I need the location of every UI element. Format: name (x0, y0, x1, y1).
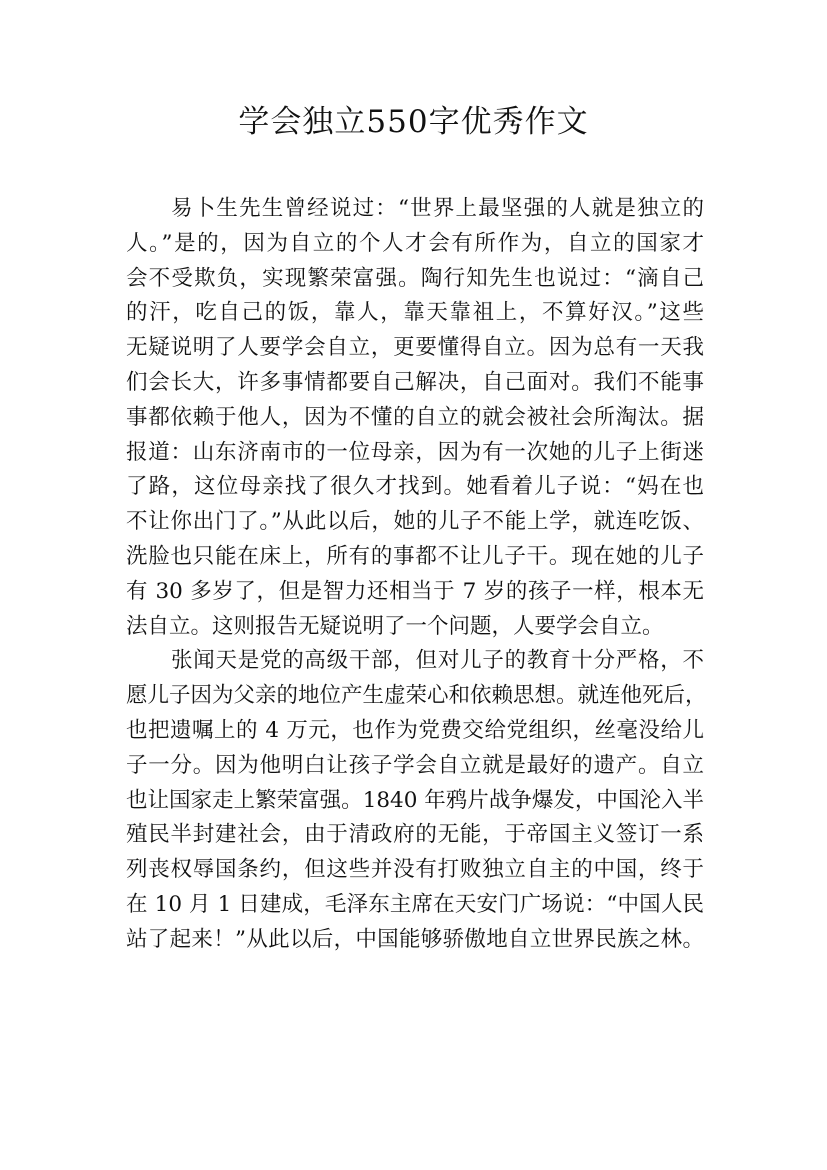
paragraph-line: 们会长大，许多事情都要自己解决，自己面对。我们不能事 (126, 369, 704, 395)
essay-body (126, 192, 707, 958)
paragraph-line: 愿儿子因为父亲的地位产生虚荣心和依赖思想。就连他死后， (126, 683, 707, 709)
paragraph-line: 不让你出门了。”从此以后，她的儿子不能上学，就连吃饭、 (126, 509, 704, 535)
paragraph-line: 有 30 多岁了，但是智力还相当于 7 岁的孩子一样，根本无 (126, 578, 704, 604)
paragraph-line: 的汗，吃自己的饭，靠人，靠天靠祖上，不算好汉。”这些 (126, 300, 704, 326)
paragraph-line: 子一分。因为他明白让孩子学会自立就是最好的遗产。自立 (126, 752, 704, 778)
document-title: 学会独立550字优秀作文 (238, 104, 589, 140)
paragraph-line: 站了起来！”从此以后，中国能够骄傲地自立世界民族之林。 (126, 926, 704, 952)
paragraph-line: 法自立。这则报告无疑说明了一个问题，人要学会自立。 (126, 613, 664, 639)
paragraph-line: 易卜生先生曾经说过：“世界上最坚强的人就是独立的 (171, 196, 704, 221)
paragraph-line: 无疑说明了人要学会自立，更要懂得自立。因为总有一天我 (126, 335, 704, 361)
paragraph-line: 在 10 月 1 日建成，毛泽东主席在天安门广场说：“中国人民 (126, 891, 704, 917)
paragraph-line: 报道：山东济南市的一位母亲，因为有一次她的儿子上街迷 (126, 439, 704, 465)
paragraph-line: 列丧权辱国条约，但这些并没有打败独立自主的中国，终于 (126, 857, 704, 883)
paragraph-line: 殖民半封建社会，由于清政府的无能，于帝国主义签订一系 (126, 822, 704, 848)
paragraph-line: 人。”是的，因为自立的个人才会有所作为，自立的国家才 (126, 230, 704, 256)
paragraph-line: 也把遗嘱上的 4 万元，也作为党费交给党组织，丝毫没给儿 (126, 717, 704, 743)
paragraph-line: 会不受欺负，实现繁荣富强。陶行知先生也说过：“滴自己 (126, 265, 704, 291)
paragraph-line: 了路，这位母亲找了很久才找到。她看着儿子说：“妈在也 (126, 474, 704, 500)
paragraph-line: 洗脸也只能在床上，所有的事都不让儿子干。现在她的儿子 (126, 543, 704, 569)
paragraph-line: 事都依赖于他人，因为不懂的自立的就会被社会所淘汰。据 (126, 404, 704, 430)
paragraph-line: 张闻天是党的高级干部，但对儿子的教育十分严格，不 (171, 648, 704, 674)
paragraph-line: 也让国家走上繁荣富强。1840 年鸦片战争爆发，中国沦入半 (126, 787, 704, 813)
